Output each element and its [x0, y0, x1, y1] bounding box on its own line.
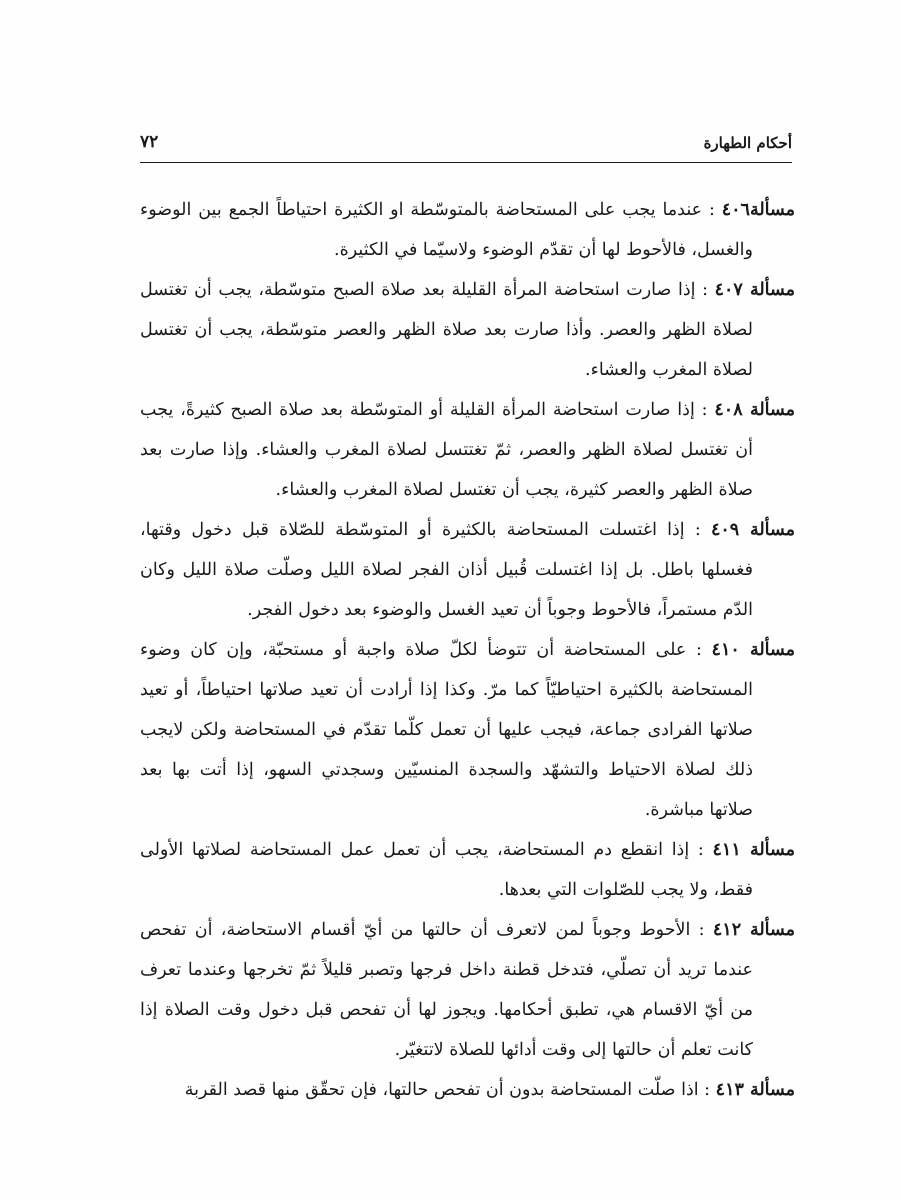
issue-text: : إذا صارت استحاضة المرأة القليلة أو المتوسّطة بعد صلاة الصبح كثيرةً، يجب أن تغتسل لصلاة الظهر والعصر، ثمّ تغتتسل لصلاة المغرب والعشاء. وإذا صارت بعد صلاة الظهر والعصر كثيرة، يجب أن تغتسل لصلاة المغرب والعشاء. — [140, 400, 753, 500]
book-title: أحكام الطهارة — [703, 134, 792, 152]
issue-408 — [140, 390, 795, 510]
issue-412 — [140, 910, 795, 1070]
page-number: ٧٢ — [140, 132, 159, 152]
header-rule — [140, 162, 792, 163]
issue-text: : إذا صارت استحاضة المرأة القليلة بعد صلاة الصبح متوسّطة، يجب أن تغتسل لصلاة الظهر والعصر. وأذا صارت بعد صلاة الظهر والعصر متوسّطة، يجب أن تغتسل لصلاة المغرب والعشاء. — [140, 280, 753, 380]
issue-label: مسألة ٤١٠ — [711, 640, 795, 660]
issue-407 — [140, 270, 795, 390]
issue-text: : على المستحاضة أن تتوضأ لكلّ صلاة واجبة أو مستحبّة، وإن كان وضوء المستحاضة بالكثيرة احتياطيّاً كما مرّ. وكذا إذا أرادت أن تعيد صلاتها احتياطاً، أو تعيد صلاتها الفرادى جماعة، فيجب عليها أن تعمل كلّما تقدّم في المستحاضة ولكن لايجب ذلك لصلاة الاحتياط والتشهّد والسجدة المنسيّين وسجدتي السهو، إذا أتت بها بعد صلاتها مباشرة. — [140, 640, 753, 820]
issue-text: : عندما يجب على المستحاضة بالمتوسّطة او الكثيرة احتياطاً الجمع بين الوضوء والغسل، فالأحوط لها أن تقدّم الوضوء ولاسيّما في الكثيرة. — [140, 200, 753, 260]
issue-409 — [140, 510, 795, 630]
issue-410 — [140, 630, 795, 830]
issue-label: مسألة ٤٠٧ — [714, 280, 795, 300]
issue-label: مسألة ٤٠٩ — [711, 520, 795, 540]
page-header — [140, 128, 792, 168]
issue-413 — [140, 1070, 795, 1110]
issue-label: مسألة ٤١٢ — [712, 920, 795, 940]
issue-406 — [140, 190, 795, 270]
issue-text: : إذا اغتسلت المستحاضة بالكثيرة أو المتوسّطة للصّلاة قبل دخول وقتها، فغسلها باطل. بل إذا اغتسلت قُبيل أذان الفجر لصلاة الليل وصلّت صلاة الليل وكان الدّم مستمراً، فالأحوط وجوباً أن تعيد الغسل والوضوء بعد دخول الفجر. — [140, 520, 753, 620]
issue-text: : اذا صلّت المستحاضة بدون أن تفحص حالتها، فإن تحقّق منها قصد القربة — [184, 1080, 711, 1100]
issue-text: : الأحوط وجوباً لمن لاتعرف أن حالتها من أيّ أقسام الاستحاضة، أن تفحص عندما تريد أن تصلّي، فتدخل قطنة داخل فرجها وتصبر قليلاً ثمّ تخرجها وعندما تعرف من أيّ الاقسام هي، تطبق أحكامها. ويجوز لها أن تفحص قبل دخول وقت الصلاة إذا كانت تعلم أن حالتها إلى وقت أدائها للصلاة لاتتغيّر. — [140, 920, 753, 1060]
page-body — [140, 190, 795, 1110]
issue-label: مسألة ٤٠٨ — [714, 400, 795, 420]
issue-label: مسألة٤٠٦ — [721, 200, 795, 220]
issue-411 — [140, 830, 795, 910]
issue-label: مسألة ٤١١ — [712, 840, 795, 860]
issue-text: : إذا انقطع دم المستحاضة، يجب أن تعمل عمل المستحاضة لصلاتها الأولى فقط، ولا يجب للصّلوات التي بعدها. — [140, 840, 753, 900]
issue-label: مسألة ٤١٣ — [715, 1080, 795, 1100]
